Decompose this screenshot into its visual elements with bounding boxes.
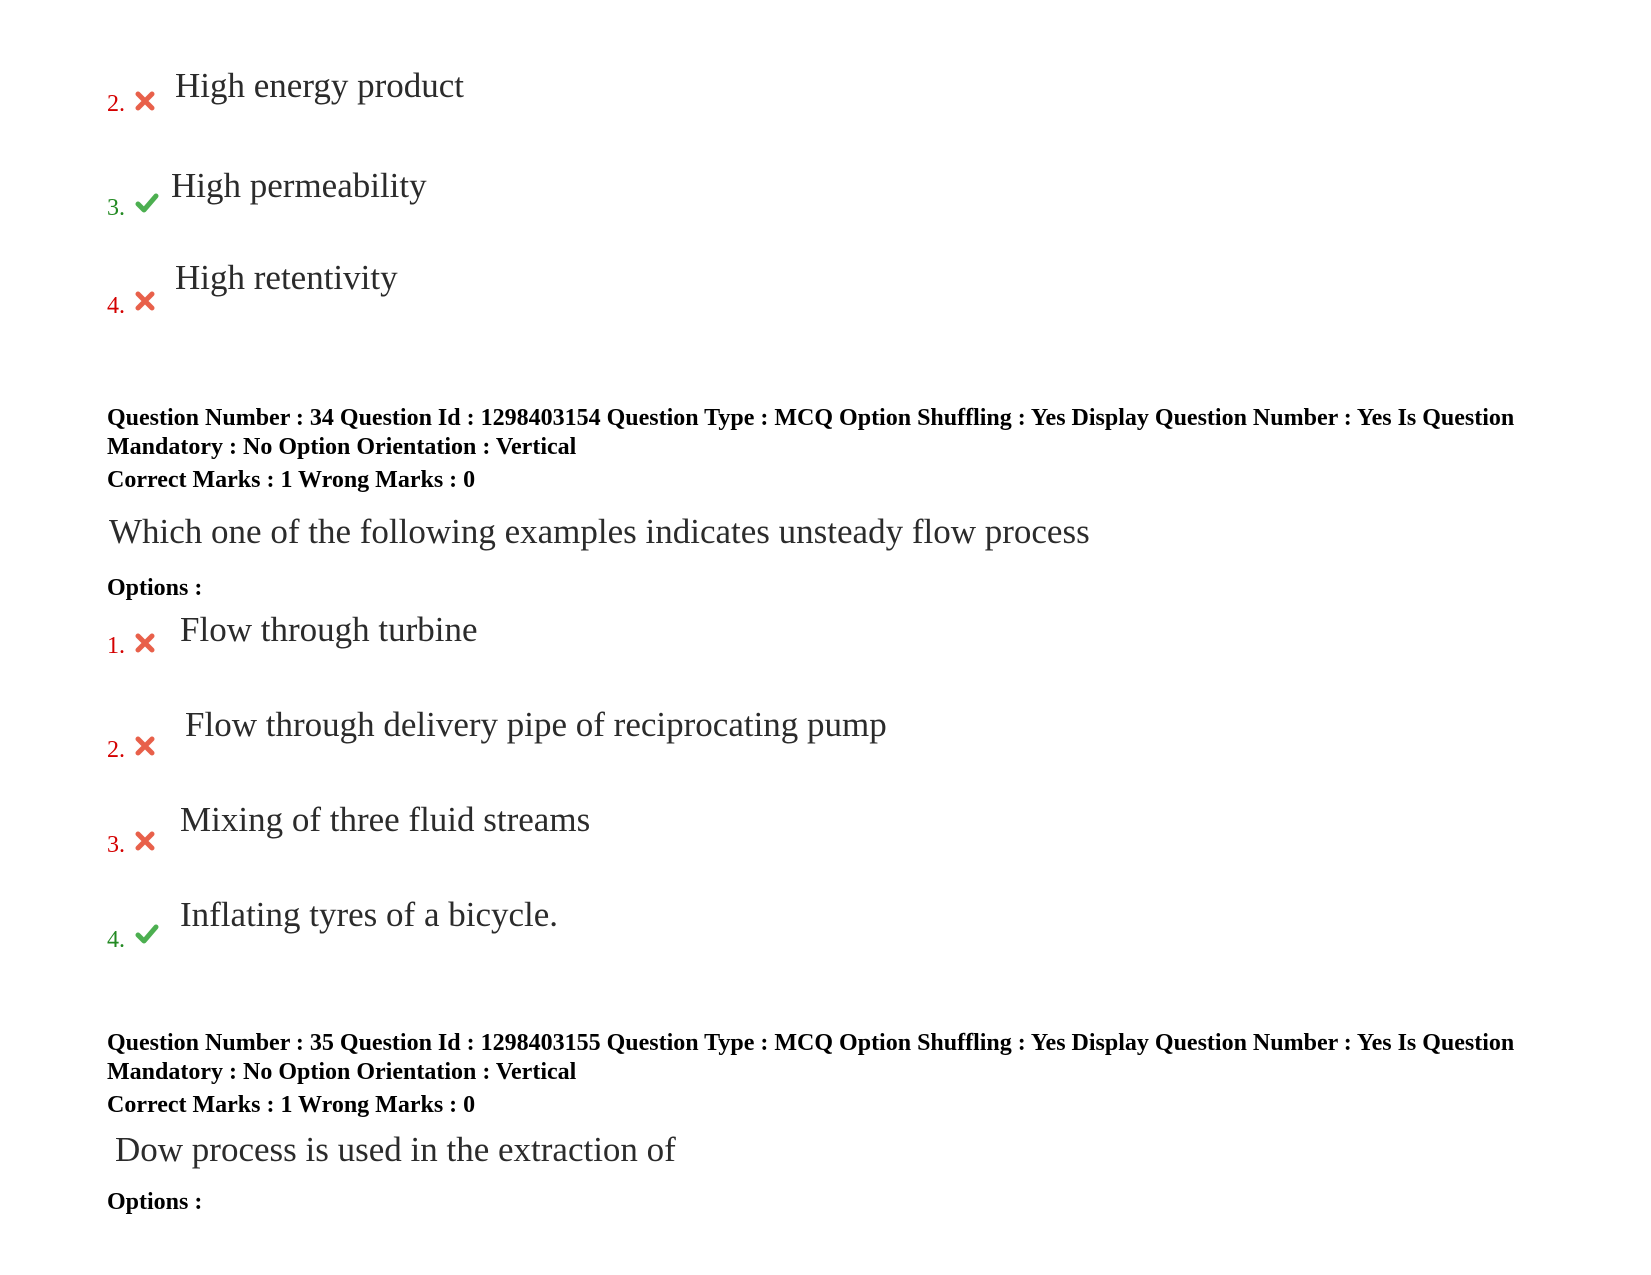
option-text: Flow through turbine	[180, 610, 478, 649]
option-number: 1.	[107, 633, 125, 659]
option-number: 3.	[107, 195, 125, 221]
check-icon	[134, 923, 160, 945]
check-icon	[134, 192, 160, 214]
option-number: 4.	[107, 293, 125, 319]
question-meta	[107, 404, 1527, 495]
options-label: Options :	[107, 1189, 203, 1215]
option-item	[107, 62, 1307, 122]
question-meta-info: Question Number : 34 Question Id : 1298403154 Question Type : MCQ Option Shuffling : Yes Display Question Number : Yes Is Question Mandatory : No Option Orientation : Vertical	[107, 405, 1515, 460]
cross-icon	[134, 632, 156, 654]
option-text: High energy product	[175, 66, 465, 105]
question-text: Dow process is used in the extraction of	[115, 1130, 676, 1169]
option-item	[107, 610, 1307, 670]
question-text: Which one of the following examples indicates unsteady flow process	[109, 512, 1090, 551]
option-item	[107, 895, 1307, 955]
option-text: Mixing of three fluid streams	[180, 800, 591, 839]
option-number: 3.	[107, 832, 125, 858]
cross-icon	[134, 90, 156, 112]
cross-icon	[134, 735, 156, 757]
option-text: Flow through delivery pipe of reciprocating pump	[185, 705, 887, 744]
question-meta	[107, 1029, 1527, 1120]
option-text: High permeability	[171, 166, 427, 205]
cross-icon	[134, 290, 156, 312]
option-text: High retentivity	[175, 258, 398, 297]
option-number: 2.	[107, 737, 125, 763]
option-number: 4.	[107, 927, 125, 953]
option-text: Inflating tyres of a bicycle.	[180, 895, 559, 934]
option-item	[107, 705, 1307, 765]
question-marks: Correct Marks : 1 Wrong Marks : 0	[107, 1092, 476, 1118]
option-item	[107, 252, 1307, 319]
option-item	[107, 800, 1307, 860]
options-label: Options :	[107, 575, 203, 601]
cross-icon	[134, 830, 156, 852]
option-item	[107, 162, 1307, 222]
question-marks: Correct Marks : 1 Wrong Marks : 0	[107, 467, 476, 493]
option-number: 2.	[107, 91, 125, 117]
question-meta-info: Question Number : 35 Question Id : 1298403155 Question Type : MCQ Option Shuffling : Yes Display Question Number : Yes Is Question Mandatory : No Option Orientation : Vertical	[107, 1030, 1515, 1085]
